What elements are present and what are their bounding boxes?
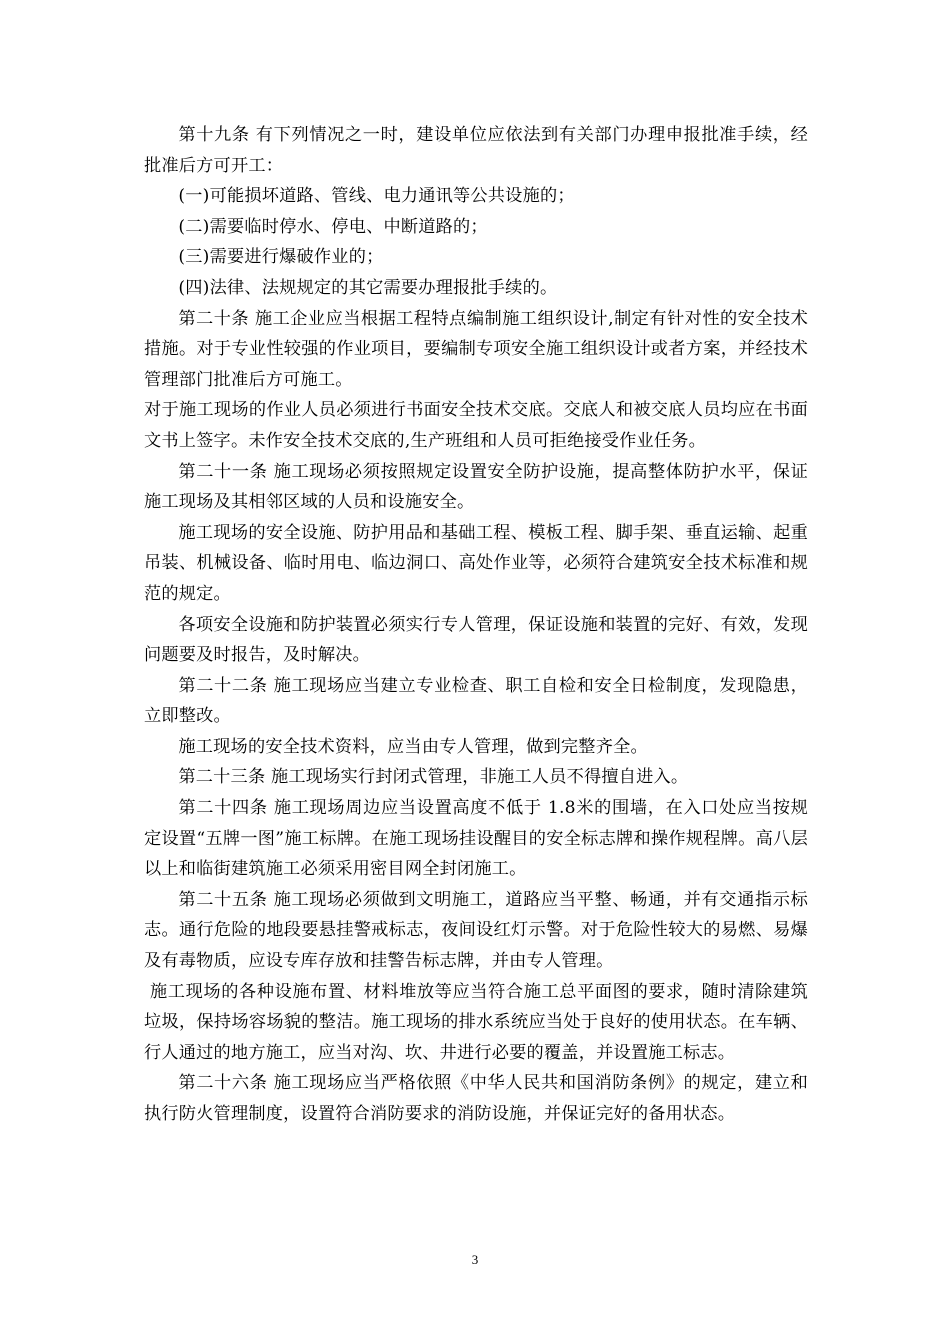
paragraph-2: (一)可能损坏道路、管线、电力通讯等公共设施的； — [178, 186, 575, 207]
paragraph-4: (三)需要进行爆破作业的； — [178, 247, 384, 268]
paragraph-9: 施工现场的安全设施、防护用品和基础工程、模板工程、脚手架、垂直运输、起重吊装、机械设备、临时用电、临边洞口、高处作业等，必须符合建筑安全技术标准和规范的规定。 — [144, 522, 808, 604]
paragraph-15: 第二十五条 施工现场必须做到文明施工，道路应当平整、畅通，并有交通指示标志。通行危险的地段要悬挂警戒标志，夜间设红灯示警。对于危险性较大的易燃、易爆及有毒物质，应设专库存放和挂警告标志牌，并由专人管理。 — [144, 889, 808, 972]
paragraph-8: 第二十一条 施工现场必须按照规定设置安全防护设施，提高整体防护水平，保证施工现场及其相邻区域的人员和设施安全。 — [144, 461, 808, 513]
paragraph-16: 施工现场的各种设施布置、材料堆放等应当符合施工总平面图的要求，随时清除建筑垃圾，保持场容场貌的整洁。施工现场的排水系统应当处于良好的使用状态。在车辆、行人通过的地方施工，应当对沟、坎、井进行必要的覆盖，并设置施工标志。 — [144, 981, 808, 1063]
paragraph-13: 第二十三条 施工现场实行封闭式管理，非施工人员不得擅自进入。 — [178, 767, 689, 788]
paragraph-14: 第二十四条 施工现场周边应当设置高度不低于 1.8米的围墙，在入口处应当按规定设置“五牌一图”施工标牌。在施工现场挂设醒目的安全标志牌和操作规程牌。高八层以上和临街建筑施工必须采用密目网全封闭施工。 — [144, 798, 808, 880]
paragraph-7: 对于施工现场的作业人员必须进行书面安全技术交底。交底人和被交底人员均应在书面文书上签字。未作安全技术交底的,生产班组和人员可拒绝接受作业任务。 — [144, 400, 808, 451]
paragraph-6: 第二十条 施工企业应当根据工程特点编制施工组织设计,制定有针对性的安全技术措施。对于专业性较强的作业项目，要编制专项安全施工组织设计或者方案，并经技术管理部门批准后方可施工。 — [144, 308, 808, 390]
paragraph-12: 施工现场的安全技术资料，应当由专人管理，做到完整齐全。 — [178, 736, 648, 757]
paragraph-10: 各项安全设施和防护装置必须实行专人管理，保证设施和装置的完好、有效，发现问题要及时报告，及时解决。 — [144, 614, 808, 666]
page-number: 3 — [471, 1252, 479, 1267]
paragraph-3: (二)需要临时停水、停电、中断道路的； — [178, 216, 488, 237]
paragraph-1: 第十九条 有下列情况之一时，建设单位应依法到有关部门办理申报批准手续，经批准后方可开工： — [144, 125, 808, 176]
paragraph-5: (四)法律、法规规定的其它需要办理报批手续的。 — [178, 277, 558, 298]
document-body — [144, 120, 808, 1130]
paragraph-17: 第二十六条 施工现场应当严格依照《中华人民共和国消防条例》的规定，建立和执行防火管理制度，设置符合消防要求的消防设施，并保证完好的备用状态。 — [144, 1073, 808, 1124]
paragraph-11: 第二十二条 施工现场应当建立专业检查、职工自检和安全日检制度，发现隐患，立即整改。 — [144, 675, 808, 727]
